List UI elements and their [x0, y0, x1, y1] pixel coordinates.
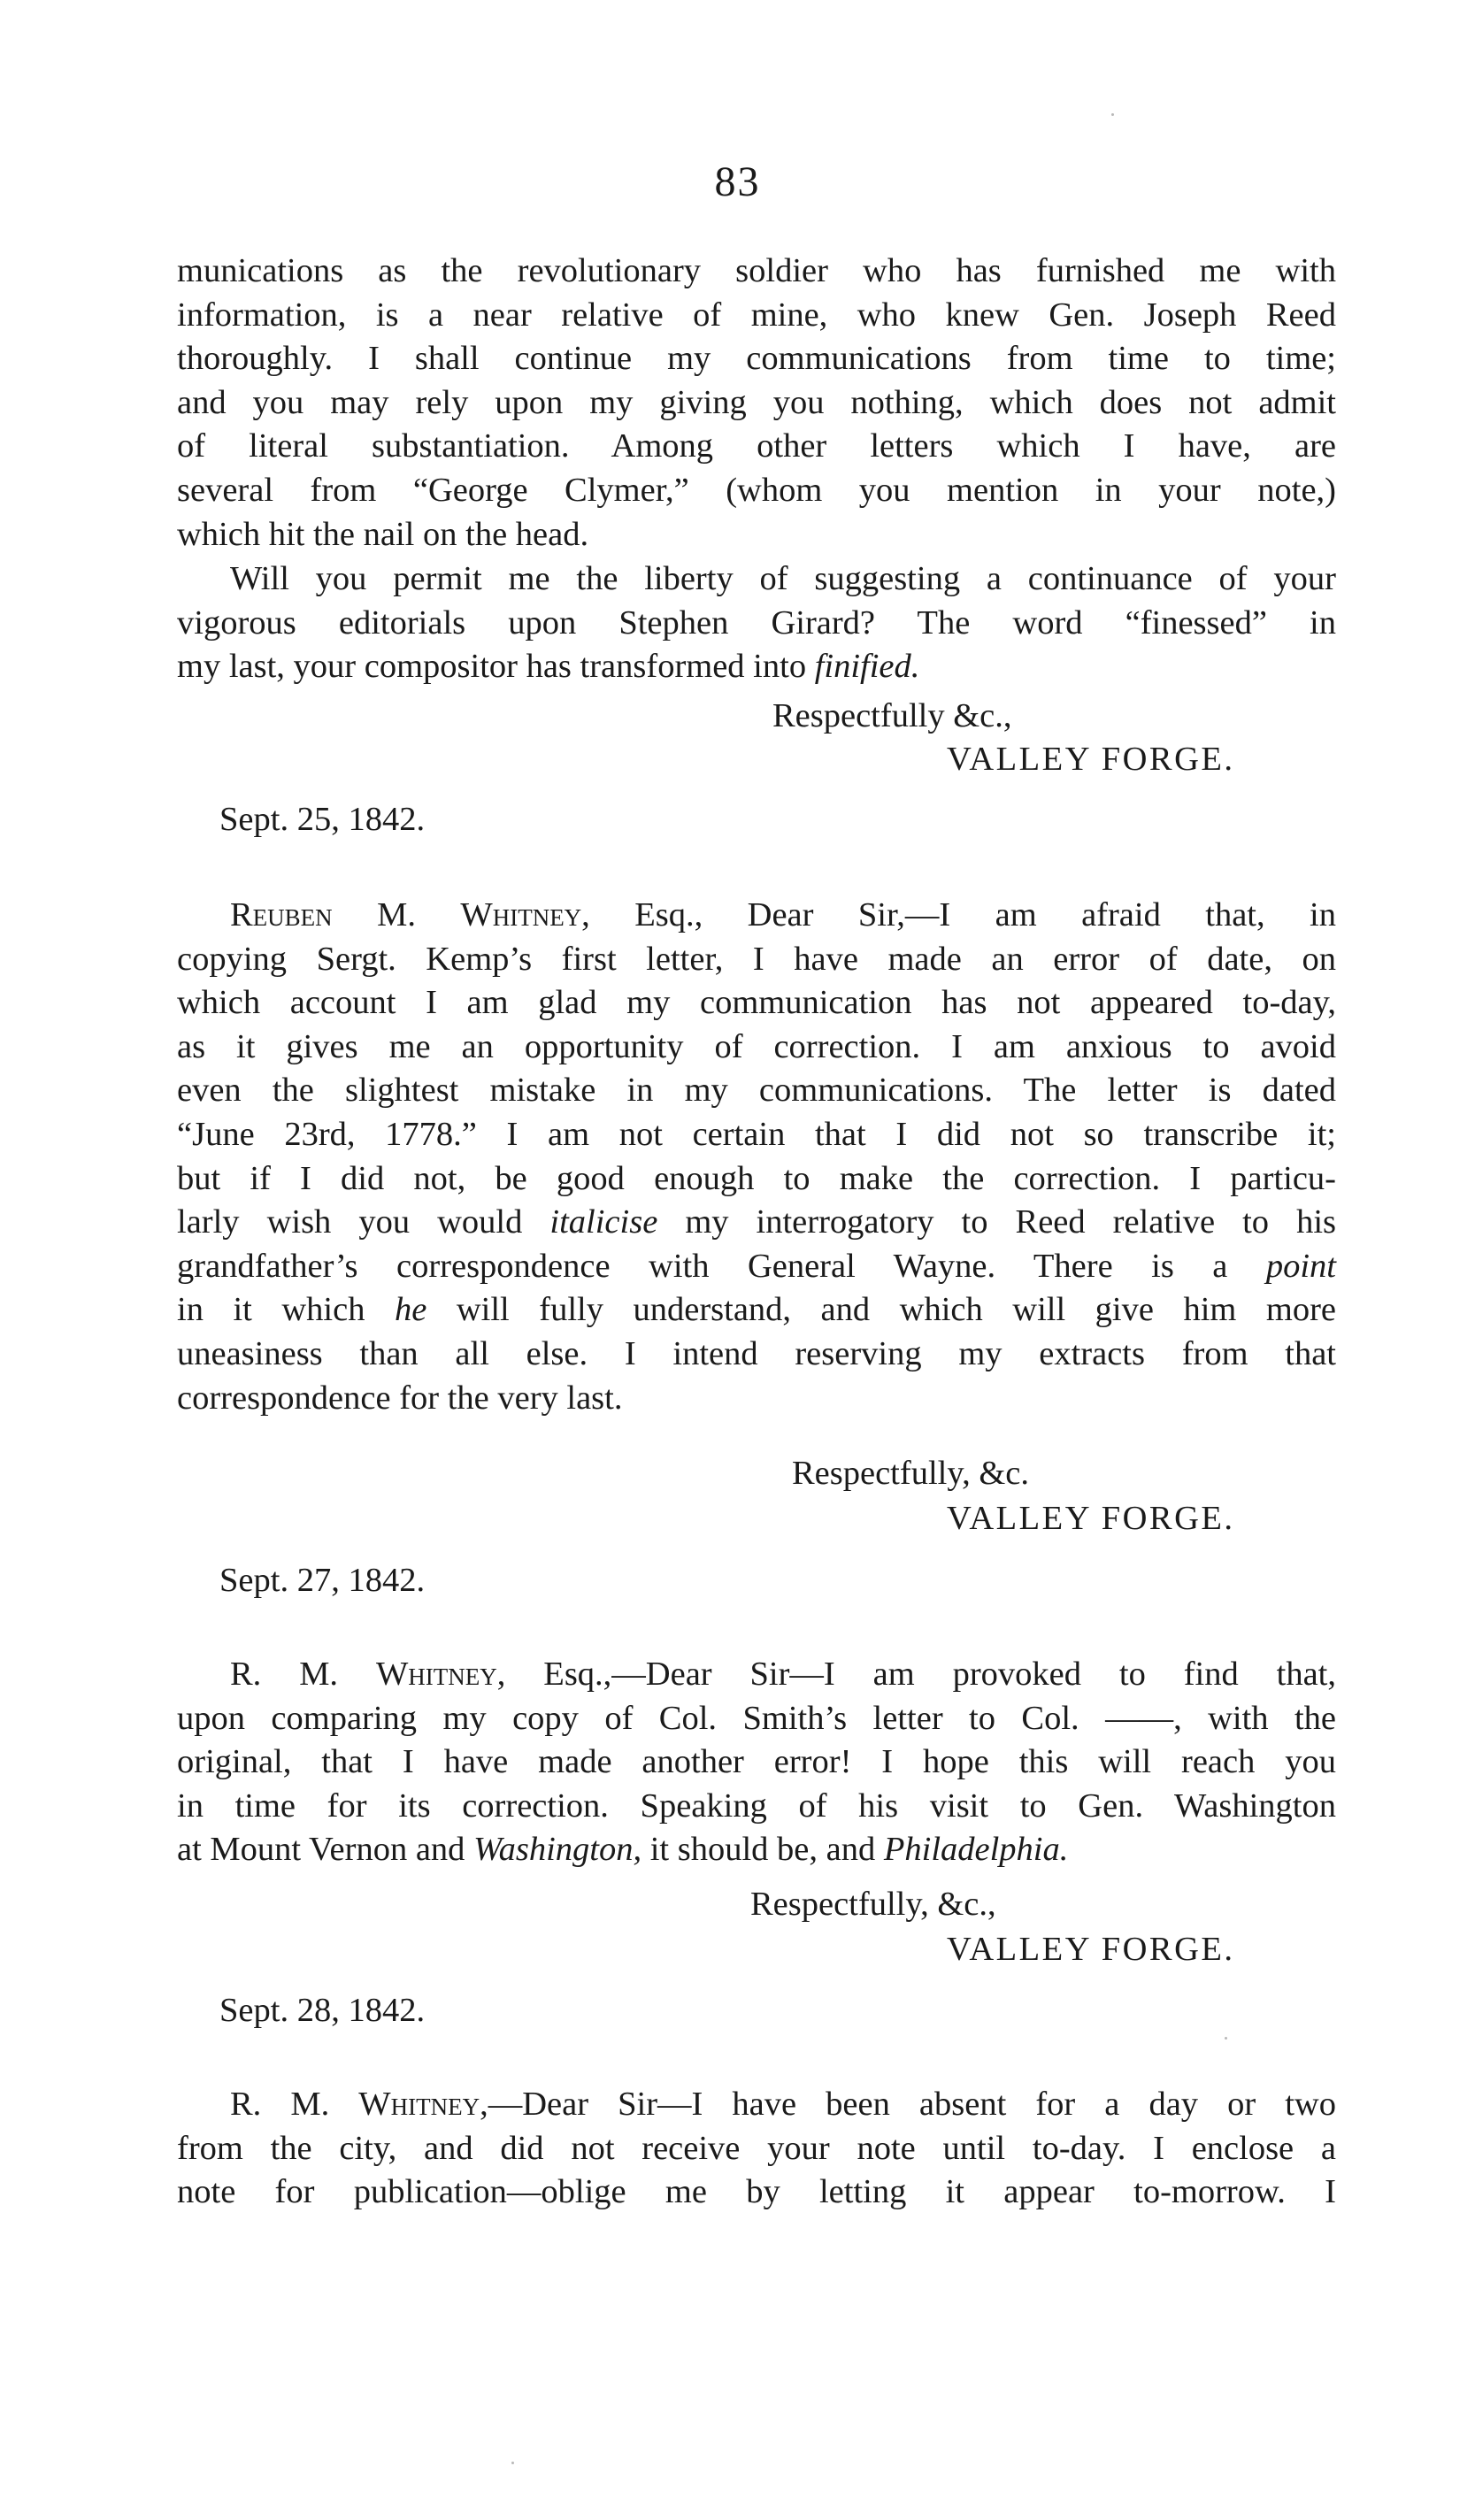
text-line: copying Sergt. Kemp’s first letter, I have made an error of date, on [177, 940, 1336, 978]
text-line: but if I did not, be good enough to make the correction. I particu- [177, 1159, 1336, 1197]
text-line: Reuben M. Whitney, Esq., Dear Sir,—I am afraid that, in [230, 896, 1336, 933]
text-line: larly wish you would italicise my interrogatory to Reed relative to his [177, 1203, 1336, 1241]
text-line: from the city, and did not receive your note until to-day. I enclose a [177, 2129, 1336, 2167]
date-1: Sept. 25, 1842. [219, 801, 426, 838]
text-line: as it gives me an opportunity of correction. I am anxious to avoid [177, 1027, 1336, 1065]
text-line: thoroughly. I shall continue my communications from time to time; [177, 340, 1336, 378]
text-line: original, that I have made another error! I hope this will reach you [177, 1743, 1336, 1781]
text-line: “June 23rd, 1778.” I am not certain that I did not so transcribe it; [177, 1115, 1336, 1153]
letter-2-body [177, 894, 1336, 1420]
text-line: Will you permit me the liberty of suggesting a continuance of your [230, 560, 1336, 597]
text-line: and you may rely upon my giving you nothing, which does not admit [177, 383, 1336, 421]
text-line: at Mount Vernon and Washington, it should be, and Philadelphia. [177, 1831, 1069, 1869]
text-line: vigorous editorials upon Stephen Girard? The word “finessed” in [177, 603, 1336, 642]
italic-word: finified. [814, 648, 920, 686]
text-line: upon comparing my copy of Col. Smith’s letter to Col. ——, with the [177, 1699, 1336, 1737]
text-line: munications as the revolutionary soldier who has furnished me with [177, 252, 1336, 289]
letter-3-body [177, 1653, 1336, 1872]
text-line: R. M. Whitney,—Dear Sir—I have been absent for a day or two [230, 2086, 1336, 2123]
text-line: R. M. Whitney, Esq.,—Dear Sir—I am provoked to find that, [230, 1656, 1336, 1693]
scan-speck [1111, 113, 1114, 116]
closing-3: Respectfully, &c., [750, 1886, 996, 1923]
text-line: in it which he will fully understand, and which will give him more [177, 1291, 1336, 1329]
text-line: of literal substantiation. Among other letters which I have, are [177, 427, 1336, 465]
italic-word: he [394, 1291, 427, 1329]
date-2: Sept. 27, 1842. [219, 1562, 426, 1599]
text-line: information, is a near relative of mine, who knew Gen. Joseph Reed [177, 296, 1336, 334]
italic-word: Philadelphia. [883, 1831, 1069, 1869]
scan-speck [511, 2462, 514, 2464]
text-line: several from “George Clymer,” (whom you mention in your note,) [177, 471, 1336, 509]
italic-word: italicise [549, 1203, 658, 1241]
text-line: even the slightest mistake in my communications. The letter is dated [177, 1072, 1336, 1110]
text-line: in time for its correction. Speaking of his visit to Gen. Washington [177, 1786, 1336, 1825]
text-line: uneasiness than all else. I intend reserving my extracts from that [177, 1334, 1336, 1372]
italic-word: point [1265, 1247, 1336, 1285]
italic-word: Washington, [473, 1831, 642, 1869]
signature-2: VALLEY FORGE. [947, 1500, 1235, 1537]
text-line: my last, your compositor has transformed into finified. [177, 648, 920, 686]
text-line: which hit the nail on the head. [177, 515, 589, 553]
scan-speck [1225, 2037, 1227, 2040]
date-3: Sept. 28, 1842. [219, 1992, 426, 2029]
closing-1: Respectfully &c., [772, 697, 1012, 734]
text-line: grandfather’s correspondence with General Wayne. There is a point [177, 1247, 1336, 1285]
text-line: note for publication—oblige me by letting it appear to-morrow. I [177, 2173, 1336, 2211]
paragraph-editorials [177, 557, 1336, 689]
letter-4-body [177, 2083, 1336, 2215]
closing-2: Respectfully, &c. [792, 1455, 1029, 1492]
signature-3: VALLEY FORGE. [947, 1931, 1235, 1968]
text-line: which account I am glad my communication has not appeared to-day, [177, 984, 1336, 1022]
paragraph-continuation [177, 250, 1336, 557]
signature-1: VALLEY FORGE. [947, 741, 1235, 778]
text-line: correspondence for the very last. [177, 1379, 623, 1417]
page-number: 83 [714, 158, 761, 205]
